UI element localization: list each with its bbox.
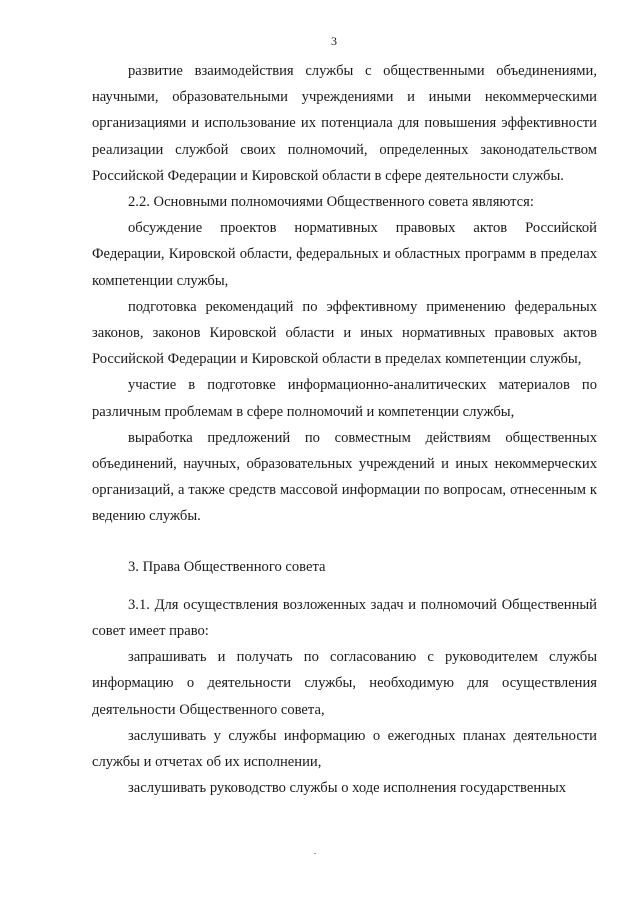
page-number: 3	[331, 34, 337, 48]
paragraph-proposals: выработка предложений по совместным действиям общественных объединений, научных, образовательных учреждений и иных некоммерческих организаций, а также средств массовой информации по вопросам, отнесенным к ведению службы.	[92, 429, 597, 525]
paragraph-participation: участие в подготовке информационно-аналитических материалов по различным проблемам в сфере полномочий и компетенции службы,	[92, 377, 597, 420]
paragraph-discussion: обсуждение проектов нормативных правовых актов Российской Федерации, Кировской области, федеральных и областных программ в пределах компетенции службы,	[92, 220, 597, 289]
section-3-title: 3. Права Общественного совета	[128, 558, 326, 575]
scan-speck	[314, 853, 316, 854]
paragraph-powers-heading: 2.2. Основными полномочиями Общественного совета являются:	[128, 194, 534, 211]
paragraph-hear-plans: заслушивать у службы информацию о ежегодных планах деятельности службы и отчетах об их исполнении,	[92, 727, 597, 771]
paragraph-rights-intro: 3.1. Для осуществления возложенных задач и полномочий Общественный совет имеет право:	[92, 596, 597, 640]
document-body	[92, 58, 597, 801]
paragraph-request-info: запрашивать и получать по согласованию с руководителем службы информацию о деятельности службы, необходимую для осуществления деятельности Общественного совета,	[92, 649, 597, 718]
paragraph-hear-management: заслушивать руководство службы о ходе исполнения государственных	[128, 780, 567, 797]
paragraph-interaction: развитие взаимодействия службы с общественными объединениями, научными, образовательными учреждениями и иными некоммерческими организациями и использование их потенциала для повышения эффективности реализации службой своих полномочий, определенных законодательством Российской Федерации и Кировской области в сфере деятельности службы.	[92, 63, 597, 184]
paragraph-recommendations: подготовка рекомендаций по эффективному применению федеральных законов, законов Кировской области и иных нормативных правовых актов Российской Федерации и Кировской области в пределах компетенции службы,	[92, 298, 597, 368]
